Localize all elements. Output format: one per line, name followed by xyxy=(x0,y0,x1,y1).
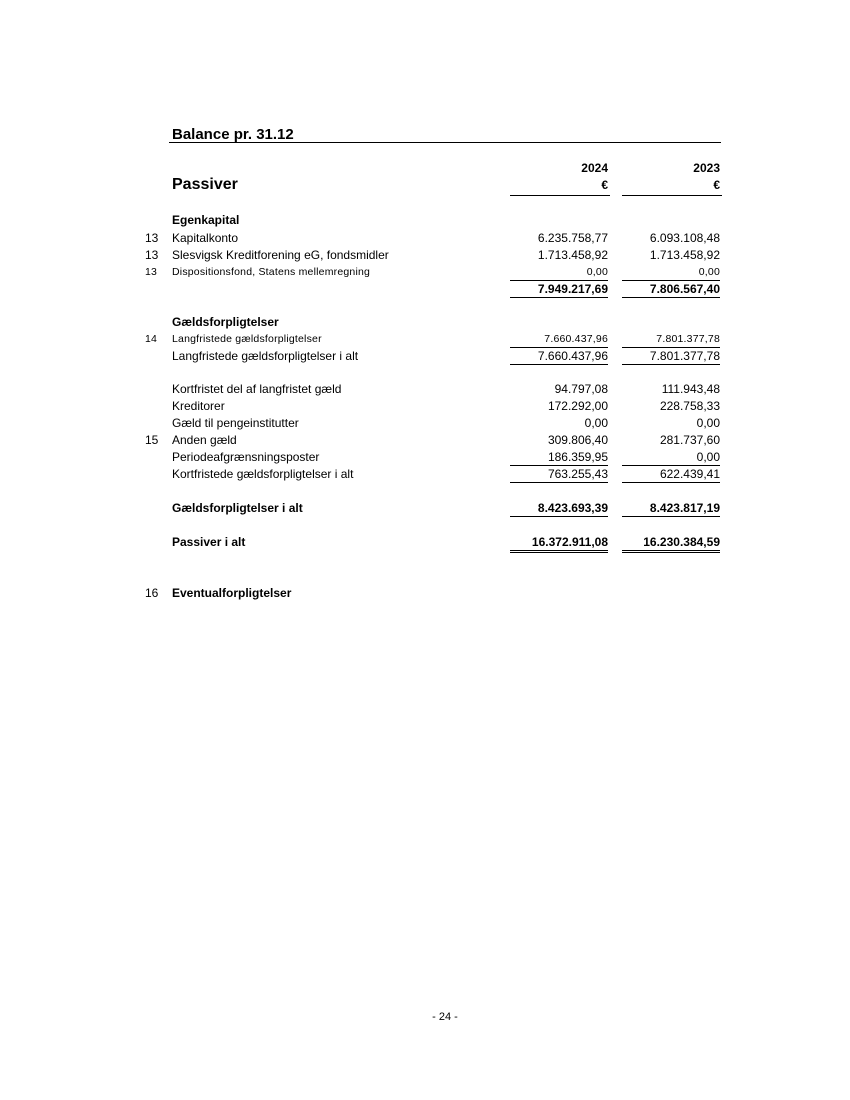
row-label: Kortfristede gældsforpligtelser i alt xyxy=(172,467,354,481)
currency-2024: € xyxy=(601,178,608,192)
kortfristede-total-row xyxy=(0,467,850,482)
table-row xyxy=(0,433,850,448)
currency-2023: € xyxy=(713,178,720,192)
egenkapital-heading-label: Egenkapital xyxy=(172,213,240,227)
table-row xyxy=(0,450,850,465)
value-2024: 763.255,43 xyxy=(510,467,608,483)
note-ref: 14 xyxy=(145,333,158,345)
value-2023: 622.439,41 xyxy=(622,467,720,483)
section-heading: Passiver xyxy=(172,176,238,193)
table-row xyxy=(0,231,850,246)
egenkapital-total-row xyxy=(0,282,850,297)
table-row xyxy=(0,399,850,414)
egenkapital-total-2024: 7.949.217,69 xyxy=(510,282,608,298)
row-label: Periodeafgrænsningsposter xyxy=(172,450,320,464)
value-2024: 8.423.693,39 xyxy=(510,501,608,517)
note-ref: 16 xyxy=(145,586,159,600)
gaeld-heading-label: Gældsforpligtelser xyxy=(172,315,279,329)
row-label: Kreditorer xyxy=(172,399,225,413)
page-number: - 24 - xyxy=(432,1011,458,1023)
value-2024: 0,00 xyxy=(584,416,608,430)
row-label: Anden gæld xyxy=(172,433,237,447)
page-title: Balance pr. 31.12 xyxy=(172,126,294,143)
value-2023: 0,00 xyxy=(696,416,720,430)
passiver-total-row xyxy=(0,535,850,550)
table-row xyxy=(0,332,850,347)
header-rule-2023 xyxy=(622,195,722,196)
note-ref: 13 xyxy=(145,266,158,278)
table-row xyxy=(0,265,850,280)
value-2023: 1.713.458,92 xyxy=(649,248,720,262)
value-2023: 228.758,33 xyxy=(659,399,720,413)
value-2023: 7.801.377,78 xyxy=(622,349,720,365)
row-label: Gældsforpligtelser i alt xyxy=(172,501,303,515)
value-2024: 186.359,95 xyxy=(510,450,608,466)
row-label: Passiver i alt xyxy=(172,535,246,549)
header-rule-2024 xyxy=(510,195,610,196)
egenkapital-heading xyxy=(0,213,850,228)
note-ref: 13 xyxy=(145,248,159,262)
gaeld-heading xyxy=(0,315,850,330)
note-ref: 13 xyxy=(145,231,159,245)
value-2024: 7.660.437,96 xyxy=(510,332,608,348)
egenkapital-total-2023: 7.806.567,40 xyxy=(622,282,720,298)
year-2023-header: 2023 xyxy=(693,161,720,175)
eventual-row xyxy=(0,586,850,601)
value-2024: 309.806,40 xyxy=(547,433,608,447)
value-2024: 94.797,08 xyxy=(554,382,608,396)
value-2024: 6.235.758,77 xyxy=(537,231,608,245)
gaeld-total-row xyxy=(0,501,850,516)
row-label: Kortfristet del af langfristet gæld xyxy=(172,382,342,396)
value-2023: 0,00 xyxy=(622,450,720,466)
row-label: Eventualforpligtelser xyxy=(172,586,292,600)
value-2024: 0,00 xyxy=(510,265,608,281)
value-2023: 7.801.377,78 xyxy=(622,332,720,348)
table-row xyxy=(0,382,850,397)
value-2023: 16.230.384,59 xyxy=(622,535,720,553)
value-2024: 172.292,00 xyxy=(547,399,608,413)
value-2023: 281.737,60 xyxy=(659,433,720,447)
row-label: Gæld til pengeinstitutter xyxy=(172,416,299,430)
value-2024: 1.713.458,92 xyxy=(537,248,608,262)
value-2024: 7.660.437,96 xyxy=(510,349,608,365)
value-2024: 16.372.911,08 xyxy=(510,535,608,553)
note-ref: 15 xyxy=(145,433,159,447)
value-2023: 111.943,48 xyxy=(661,382,720,396)
table-row xyxy=(0,248,850,263)
row-label: Kapitalkonto xyxy=(172,231,239,245)
value-2023: 8.423.817,19 xyxy=(622,501,720,517)
row-label: Dispositionsfond, Statens mellemregning xyxy=(172,266,371,278)
table-row xyxy=(0,416,850,431)
title-rule xyxy=(169,142,721,143)
langfristede-total-row xyxy=(0,349,850,364)
row-label: Langfristede gældsforpligtelser i alt xyxy=(172,349,359,363)
row-label: Slesvigsk Kreditforening eG, fondsmidler xyxy=(172,248,389,262)
year-2024-header: 2024 xyxy=(581,161,608,175)
value-2023: 0,00 xyxy=(622,265,720,281)
row-label: Langfristede gældsforpligtelser xyxy=(172,333,322,345)
value-2023: 6.093.108,48 xyxy=(649,231,720,245)
